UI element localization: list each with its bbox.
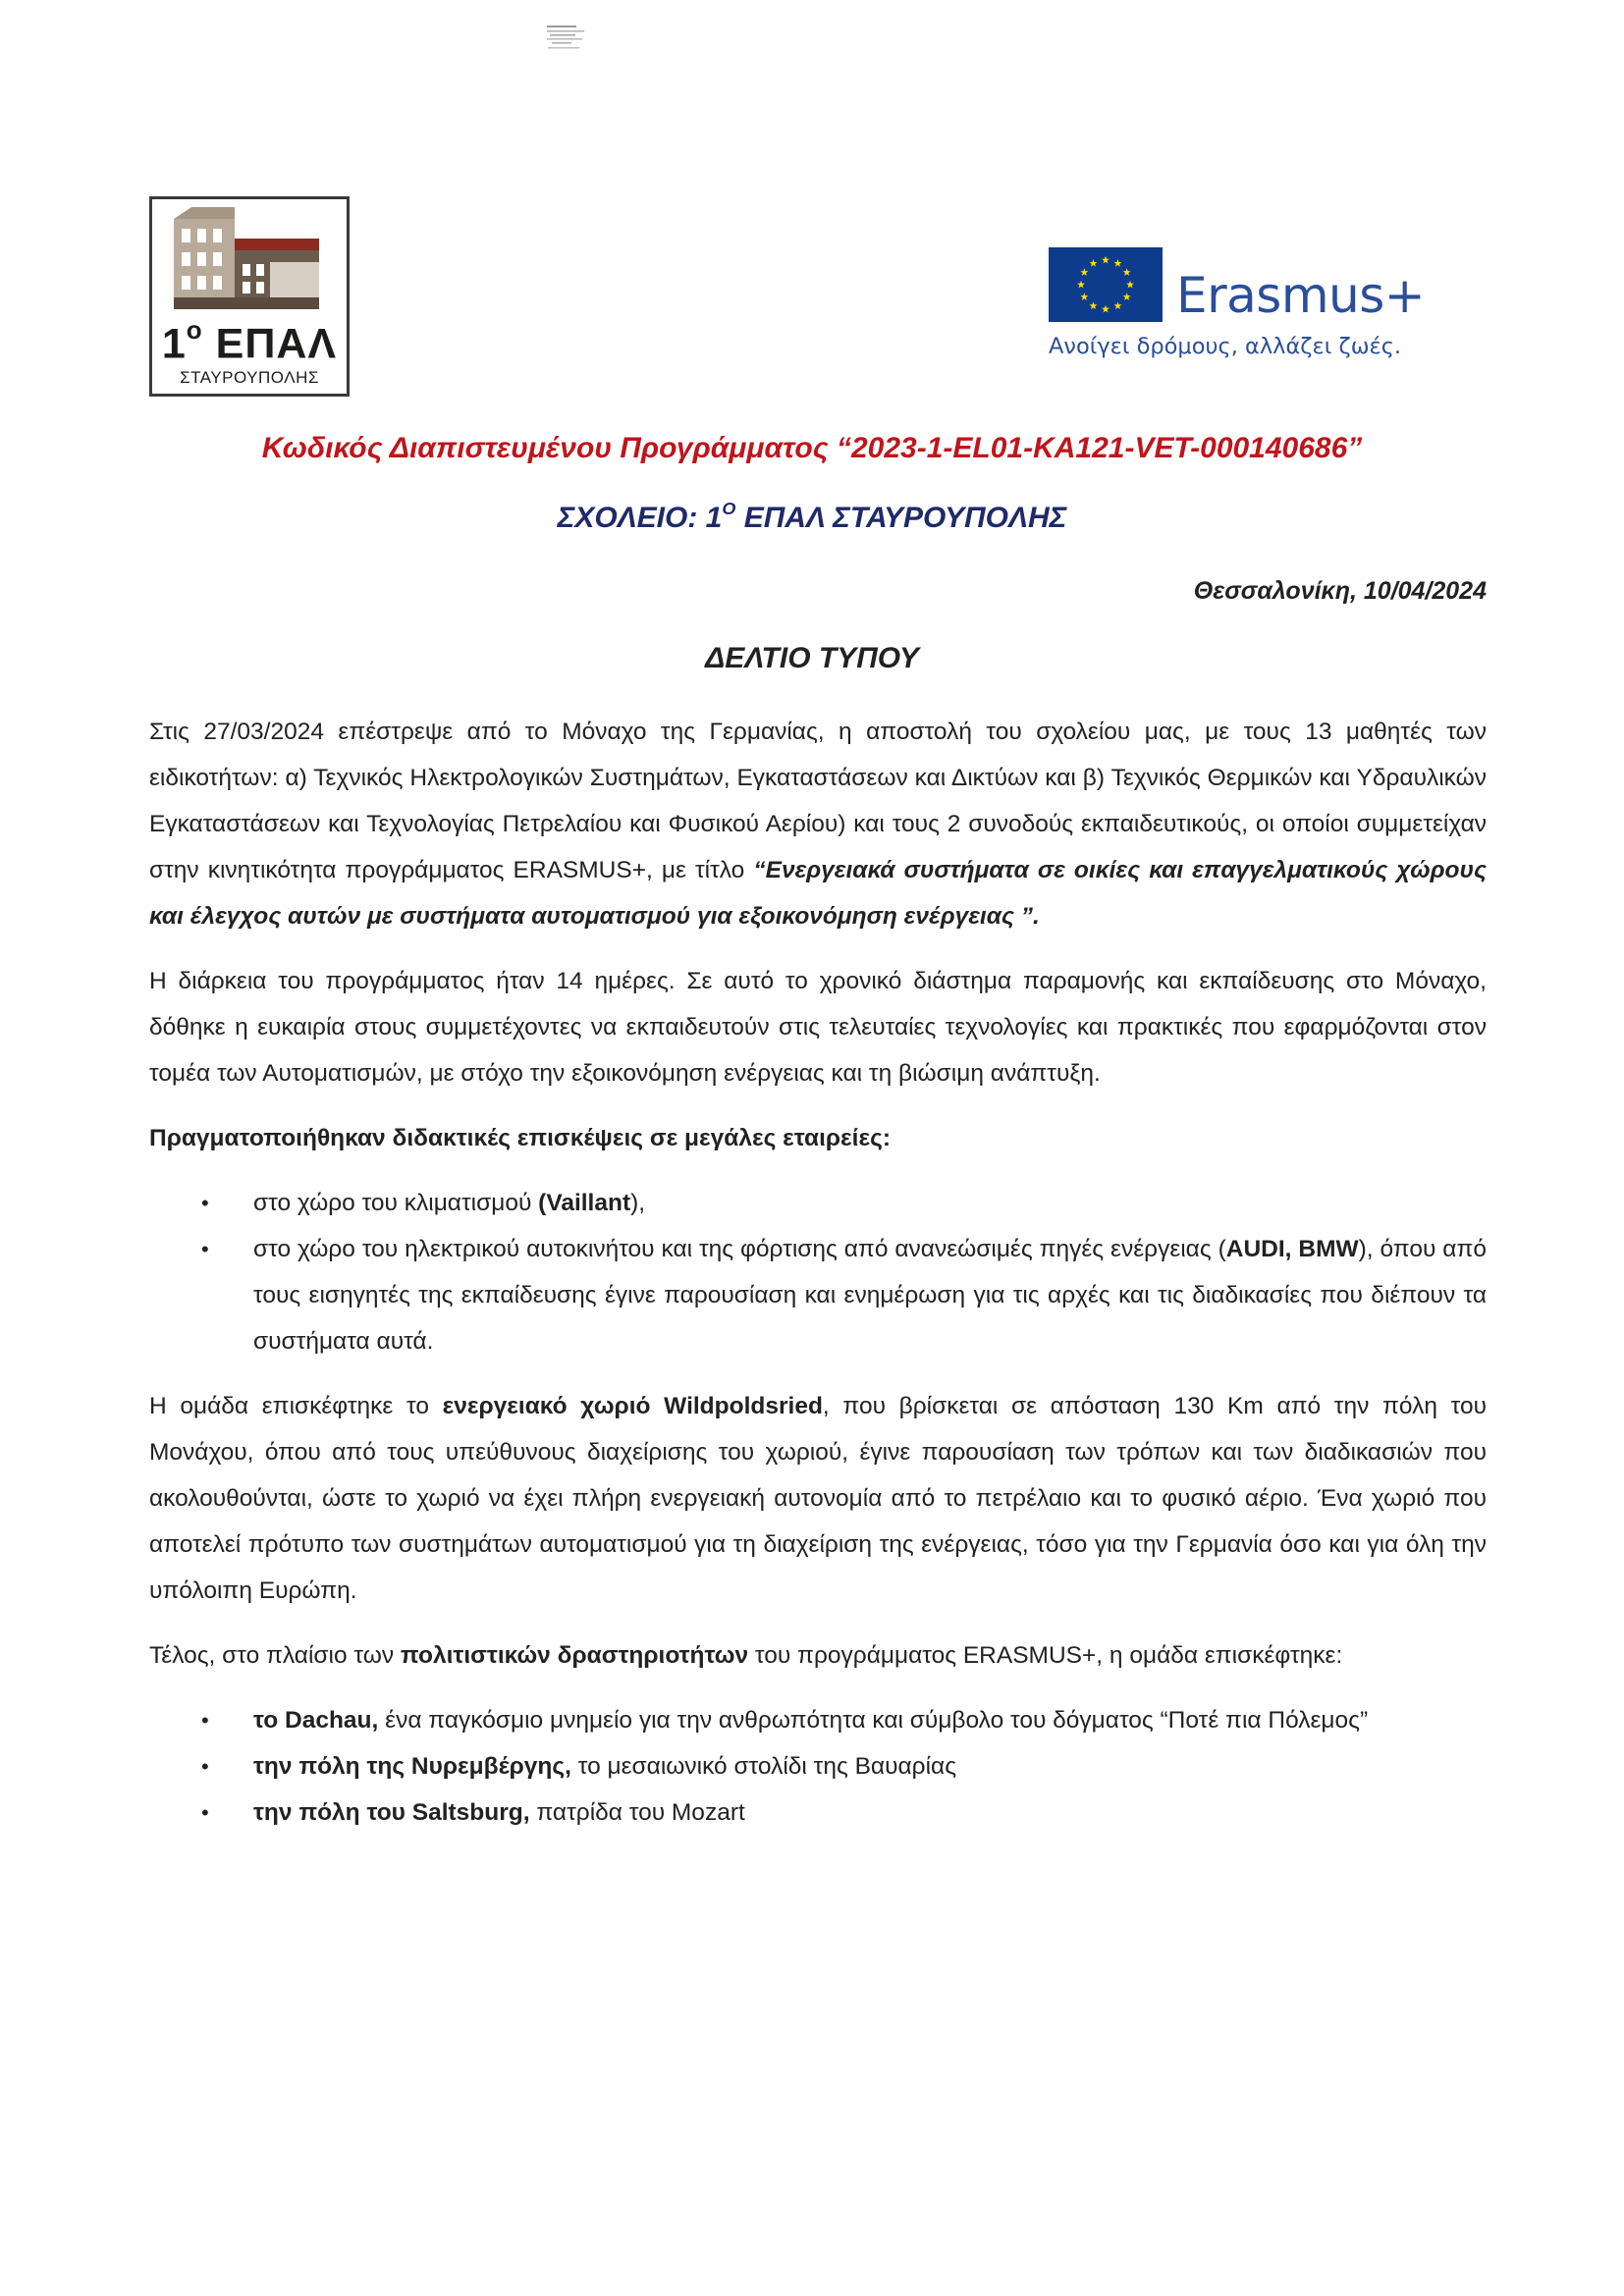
list-item: • την πόλη της Νυρεμβέργης, το μεσαιωνικό στολίδι της Βαυαρίας <box>253 1743 1487 1789</box>
list-item: • στο χώρο του ηλεκτρικού αυτοκινήτου και της φόρτισης από ανανεώσιμές πηγές ενέργειας (AUDI, BMW), όπου από τους εισηγητές της εκπαίδευσης έγινε παρουσίαση και ενημέρωση για τις αρχές και τις διαδικασίες που διέπουν τα συστήματα αυτά. <box>253 1226 1487 1364</box>
erasmus-logo <box>1049 247 1441 375</box>
school-logo <box>149 196 350 397</box>
eu-flag-icon <box>1049 247 1163 322</box>
culture-list <box>149 1697 1487 1836</box>
paragraph-duration: Η διάρκεια του προγράμματος ήταν 14 ημέρες. Σε αυτό το χρονικό διάστημα παραμονής και εκπαίδευσης στο Μόναχο, δόθηκε η ευκαιρία στους συμμετέχοντες να εκπαιδευτούν στις τελευταίες τεχνολογίες και πρακτικές που εφαρμόζονται στον τομέα των Αυτοματισμών, με στόχο την εξοικονόμηση ενέργειας και τη βιώσιμη ανάπτυξη. <box>149 968 1487 1087</box>
paragraph-village: Η ομάδα επισκέφτηκε το ενεργειακό χωριό Wildpoldsried, που βρίσκεται σε απόσταση 130 Km από την πόλη του Μονάχου, όπου από τους υπεύθυνους διαχείρισης του χωριού, έγινε παρουσίαση των τρόπων και των διαδικασιών που ακολουθούνται, ώστε το χωριό να έχει πλήρη ενεργειακή αυτονομία από το πετρέλαιο και το φυσικό αέριο. Ένα χωριό που αποτελεί πρότυπο των συστημάτων αυτοματισμού για τη διαχείριση της ενέργειας, τόσο για την Γερμανία όσο και για όλη την υπόλοιπη Ευρώπη. <box>149 1393 1487 1604</box>
list-item: • την πόλη του Saltsburg, πατρίδα του Mozart <box>253 1789 1487 1836</box>
erasmus-wordmark: Erasmus+ <box>1176 267 1426 324</box>
bullet-icon: • <box>201 1191 209 1215</box>
paragraph-mission: Στις 27/03/2024 επέστρεψε από το Μόναχο της Γερμανίας, η αποστολή του σχολείου μας, με τους 13 μαθητές των ειδικοτήτων: α) Τεχνικός Ηλεκτρολογικών Συστημάτων, Εγκαταστάσεων και Δικτύων και β) Τεχνικός Θερμικών και Υδραυλικών Εγκαταστάσεων και Τεχνολογίας Πετρελαίου και Φυσικού Αερίου) και τους 2 συνοδούς εκπαιδευτικούς, οι οποίοι συμμετείχαν στην κινητικότητα προγράμματος ERASMUS+, με τίτλο “Ενεργειακά συστήματα σε οικίες και επαγγελματικούς χώρους και έλεγχος αυτών με συστήματα αυτοματισμού για εξοικονόμηση ενέργειας ”. <box>149 719 1487 930</box>
scan-artifact-mark <box>546 24 591 57</box>
bullet-icon: • <box>201 1708 209 1733</box>
date-line: Θεσσαλονίκη, 10/04/2024 <box>1193 577 1487 605</box>
school-logo-sub-text: ΣΤΑΥΡΟΥΠΟΛΗΣ <box>180 368 319 387</box>
bullet-icon: • <box>201 1754 209 1779</box>
program-title: “Ενεργειακά συστήματα σε οικίες και επαγγελματικούς χώρους και έλεγχος αυτών με συστήματα αυτοματισμού για εξοικονόμηση ενέργειας ”. <box>149 857 1487 930</box>
visits-list <box>149 1180 1487 1364</box>
press-release-title: ΔΕΛΤΙΟ ΤΥΠΟΥ <box>705 642 919 674</box>
program-code-line: Κωδικός Διαπιστευμένου Προγράμματος “2023-1-EL01-KA121-VET-000140686” <box>261 432 1363 464</box>
paragraph-culture: Τέλος, στο πλαίσιο των πολιτιστικών δραστηριοτήτων του προγράμματος ERASMUS+, η ομάδα επισκέφτηκε: <box>149 1642 1343 1669</box>
list-item: • το Dachau, ένα παγκόσμιο μνημείο για την ανθρωπότητα και σύμβολο του δόγματος “Ποτέ πια Πόλεμος” <box>253 1697 1487 1743</box>
visits-heading: Πραγματοποιήθηκαν διδακτικές επισκέψεις σε μεγάλες εταιρείες: <box>149 1125 892 1151</box>
school-line: ΣΧΟΛΕΙΟ: $1^O$ ΕΠΑΛ ΣΤΑΥΡΟΥΠΟΛΗΣ <box>557 499 1067 534</box>
list-item: • στο χώρο του κλιματισμού (Vaillant), <box>253 1180 1487 1226</box>
bullet-icon: • <box>201 1237 209 1261</box>
erasmus-tagline: Ανοίγει δρόμους, αλλάζει ζωές. <box>1049 334 1402 359</box>
school-logo-main-text: $1^o$ ΕΠΑΛ <box>161 315 338 368</box>
bullet-icon: • <box>201 1800 209 1825</box>
press-release-body <box>149 709 1487 1854</box>
